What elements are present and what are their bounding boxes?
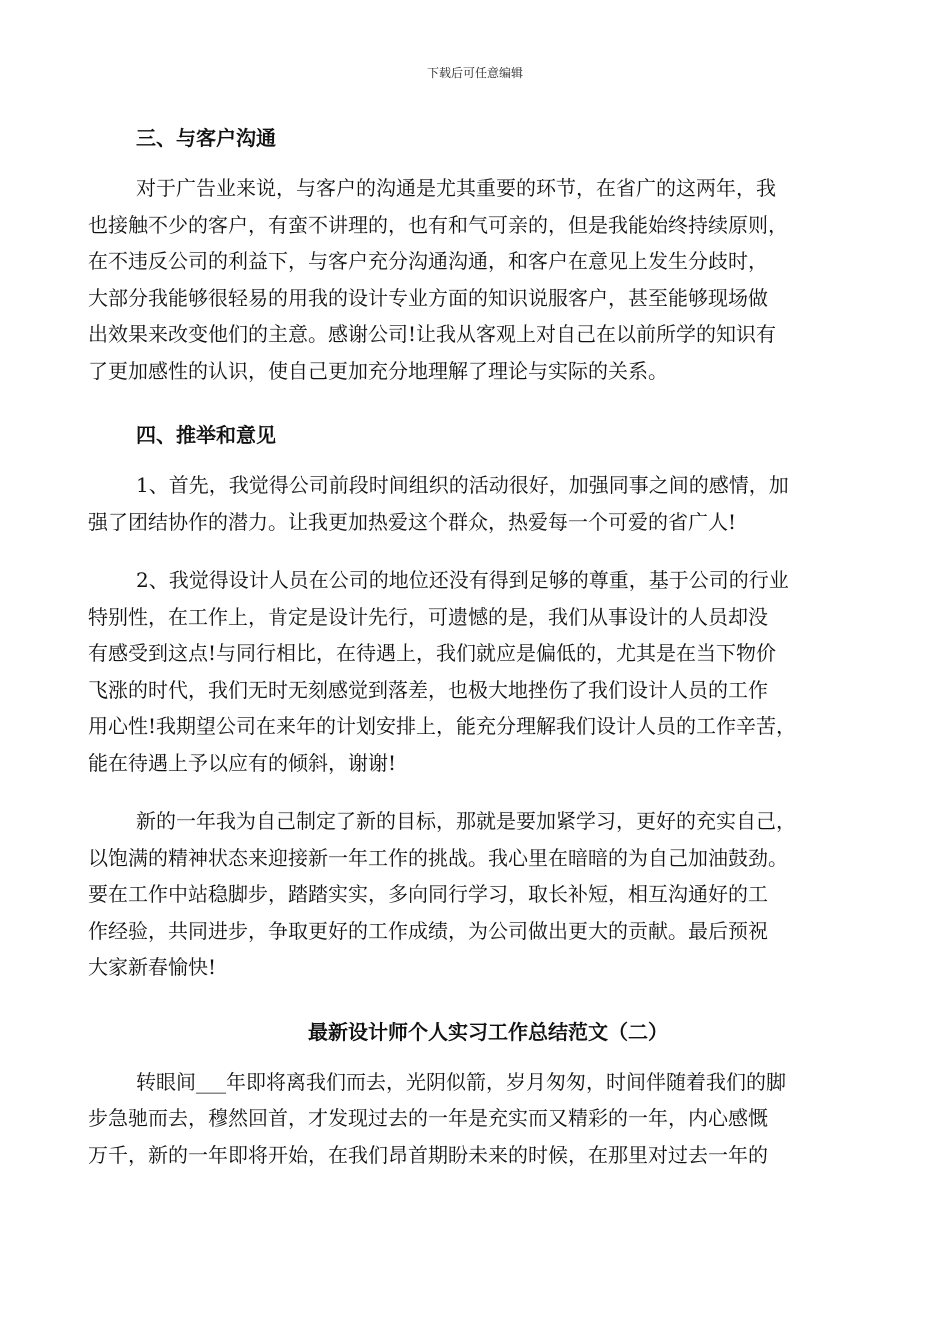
document-body	[88, 118, 868, 1173]
paragraph-line: 出效果来改变他们的主意。感谢公司!让我从客观上对自己在以前所学的知识有	[88, 322, 777, 346]
paragraph-line: 要在工作中站稳脚步，踏踏实实，多向同行学习，取长补短，相互沟通好的工	[88, 882, 768, 906]
paragraph-line: 也接触不少的客户，有蛮不讲理的，也有和气可亲的，但是我能始终持续原则，	[88, 212, 788, 237]
paragraph-suggestion-2	[88, 562, 868, 781]
paragraph-line: 能在待遇上予以应有的倾斜，谢谢!	[88, 750, 397, 775]
paragraph-line: 了更加感性的认识，使自己更加充分地理解了理论与实际的关系。	[88, 358, 668, 383]
section-heading-communication: 三、与客户沟通	[136, 126, 276, 150]
paragraph-line: 步急驰而去，穆然回首，才发现过去的一年是充实而又精彩的一年，内心感慨	[88, 1106, 768, 1130]
paragraph-line: 在不违反公司的利益下，与客户充分沟通沟通，和客户在意见上发生分歧时，	[88, 249, 768, 273]
paragraph-line: 大家新春愉快!	[88, 955, 217, 979]
page-header-note: 下载后可任意编辑	[426, 66, 523, 80]
paragraph-line: 2、我觉得设计人员在公司的地位还没有得到足够的尊重，基于公司的行业	[136, 568, 789, 592]
paragraph-line: 转眼间___年即将离我们而去，光阴似箭，岁月匆匆，时间伴随着我们的脚	[136, 1069, 786, 1094]
paragraph-line: 强了团结协作的潜力。让我更加热爱这个群众，热爱每一个可爱的省广人!	[88, 509, 737, 534]
paragraph-line: 以饱满的精神状态来迎接新一年工作的挑战。我心里在暗暗的为自己加油鼓劲。	[88, 845, 788, 870]
paragraph-communication	[88, 170, 868, 389]
paragraph-line: 有感受到这点!与同行相比，在待遇上，我们就应是偏低的，尤其是在当下物价	[88, 641, 777, 665]
paragraph-part2-intro	[88, 1064, 868, 1174]
paragraph-line: 用心性!我期望公司在来年的计划安排上，能充分理解我们设计人员的工作辛苦，	[88, 714, 797, 738]
paragraph-line: 万千，新的一年即将开始，在我们昂首期盼未来的时候，在那里对过去一年的	[88, 1142, 768, 1167]
paragraph-line: 特别性，在工作上，肯定是设计先行，可遗憾的是，我们从事设计的人员却没	[88, 604, 768, 629]
paragraph-line: 飞涨的时代，我们无时无刻感觉到落差，也极大地挫伤了我们设计人员的工作	[88, 677, 768, 702]
paragraph-closing	[88, 803, 868, 986]
paragraph-line: 作经验，共同进步，争取更好的工作成绩，为公司做出更大的贡献。最后预祝	[88, 918, 768, 943]
section-heading-suggestions: 四、推举和意见	[136, 423, 276, 447]
paragraph-line: 1、首先，我觉得公司前段时间组织的活动很好，加强同事之间的感情，加	[136, 473, 789, 497]
paragraph-line: 新的一年我为自己制定了新的目标，那就是要加紧学习，更好的充实自己，	[136, 809, 796, 833]
paragraph-suggestion-1	[88, 467, 868, 540]
part2-title: 最新设计师个人实习工作总结范文（二）	[308, 1019, 668, 1044]
paragraph-line: 对于广告业来说，与客户的沟通是尤其重要的环节，在省广的这两年，我	[136, 176, 776, 200]
paragraph-line: 大部分我能够很轻易的用我的设计专业方面的知识说服客户，甚至能够现场做	[88, 285, 768, 310]
